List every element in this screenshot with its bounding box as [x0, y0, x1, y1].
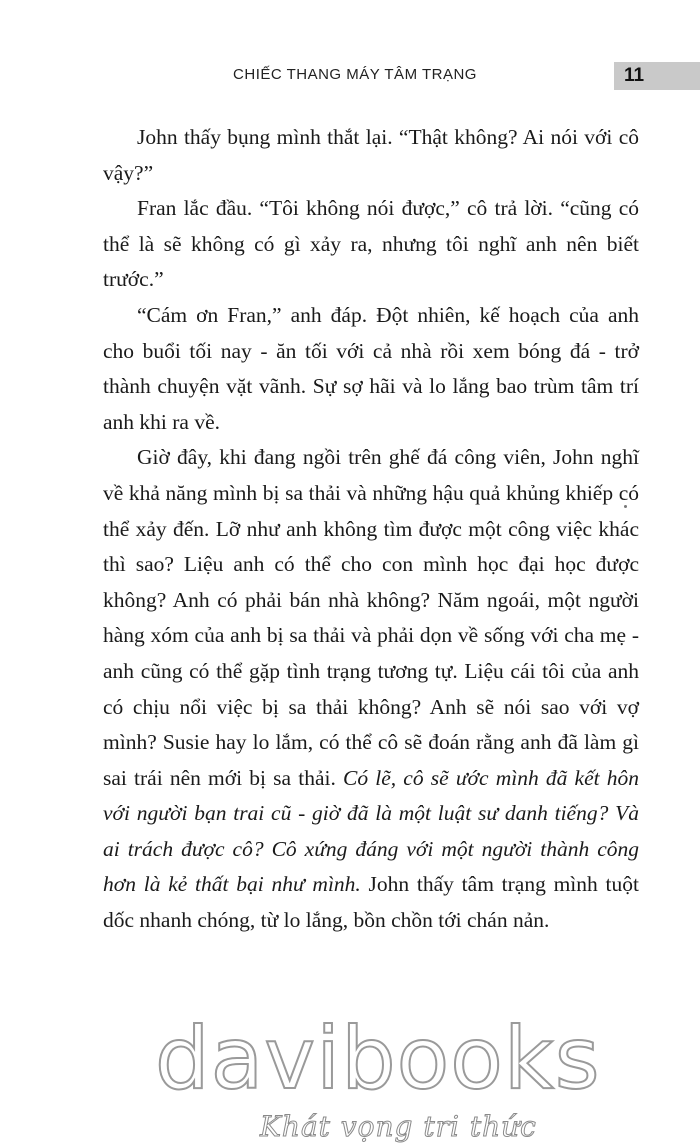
- paragraph-4-text: Giờ đây, khi đang ngồi trên ghế đá công viên, John nghĩ về khả năng mình bị sa thải và những hậu quả khủng khiếp có thể xảy đến. Lỡ như anh không tìm được một công việc khác thì sao? Liệu anh có thể cho con mình học đại học được không? Anh có phải bán nhà không? Năm ngoái, một người hàng xóm của anh bị sa thải và phải dọn về sống với cha mẹ - anh cũng có thể gặp tình trạng tương tự. Liệu cái tôi của anh có chịu nổi việc bị sa thải không? Anh sẽ nói sao với vợ mình? Susie hay lo lắm, có thể cô sẽ đoán rằng anh đã làm gì sai trái nên mới bị sa thải.: [103, 445, 639, 790]
- body-text: [103, 120, 639, 939]
- page-number: 11: [614, 62, 700, 90]
- watermark: [0, 1010, 700, 1146]
- stray-dot: [624, 505, 627, 508]
- paragraph-4: [103, 440, 639, 938]
- paragraph-2: Fran lắc đầu. “Tôi không nói được,” cô trả lời. “cũng có thể là sẽ không có gì xảy ra, nhưng tôi nghĩ anh nên biết trước.”: [103, 196, 639, 292]
- watermark-tagline: Khát vọng tri thức: [260, 1110, 537, 1143]
- paragraph-1: John thấy bụng mình thắt lại. “Thật không? Ai nói với cô vậy?”: [103, 125, 639, 185]
- paragraph-4-after: John thấy tâm trạng mình tuột dốc nhanh chóng, từ lo lắng, bồn chồn tới chán nản.: [103, 872, 639, 933]
- watermark-logo: davibooks: [155, 1009, 601, 1109]
- paragraph-3: “Cám ơn Fran,” anh đáp. Đột nhiên, kế hoạch của anh cho buổi tối nay - ăn tối với cả nhà rồi xem bóng đá - trở thành chuyện vặt vãnh. Sự sợ hãi và lo lắng bao trùm tâm trí anh khi ra về.: [103, 302, 639, 434]
- paragraph-4-italic: Có lẽ, cô sẽ ước mình đã kết hôn với người bạn trai cũ - giờ đã là một luật sư danh tiếng? Và ai trách được cô? Cô xứng đáng với một người thành công hơn là kẻ thất bại như mình.: [103, 765, 639, 897]
- running-title: CHIẾC THANG MÁY TÂM TRẠNG: [233, 66, 477, 83]
- page-header: [0, 60, 700, 94]
